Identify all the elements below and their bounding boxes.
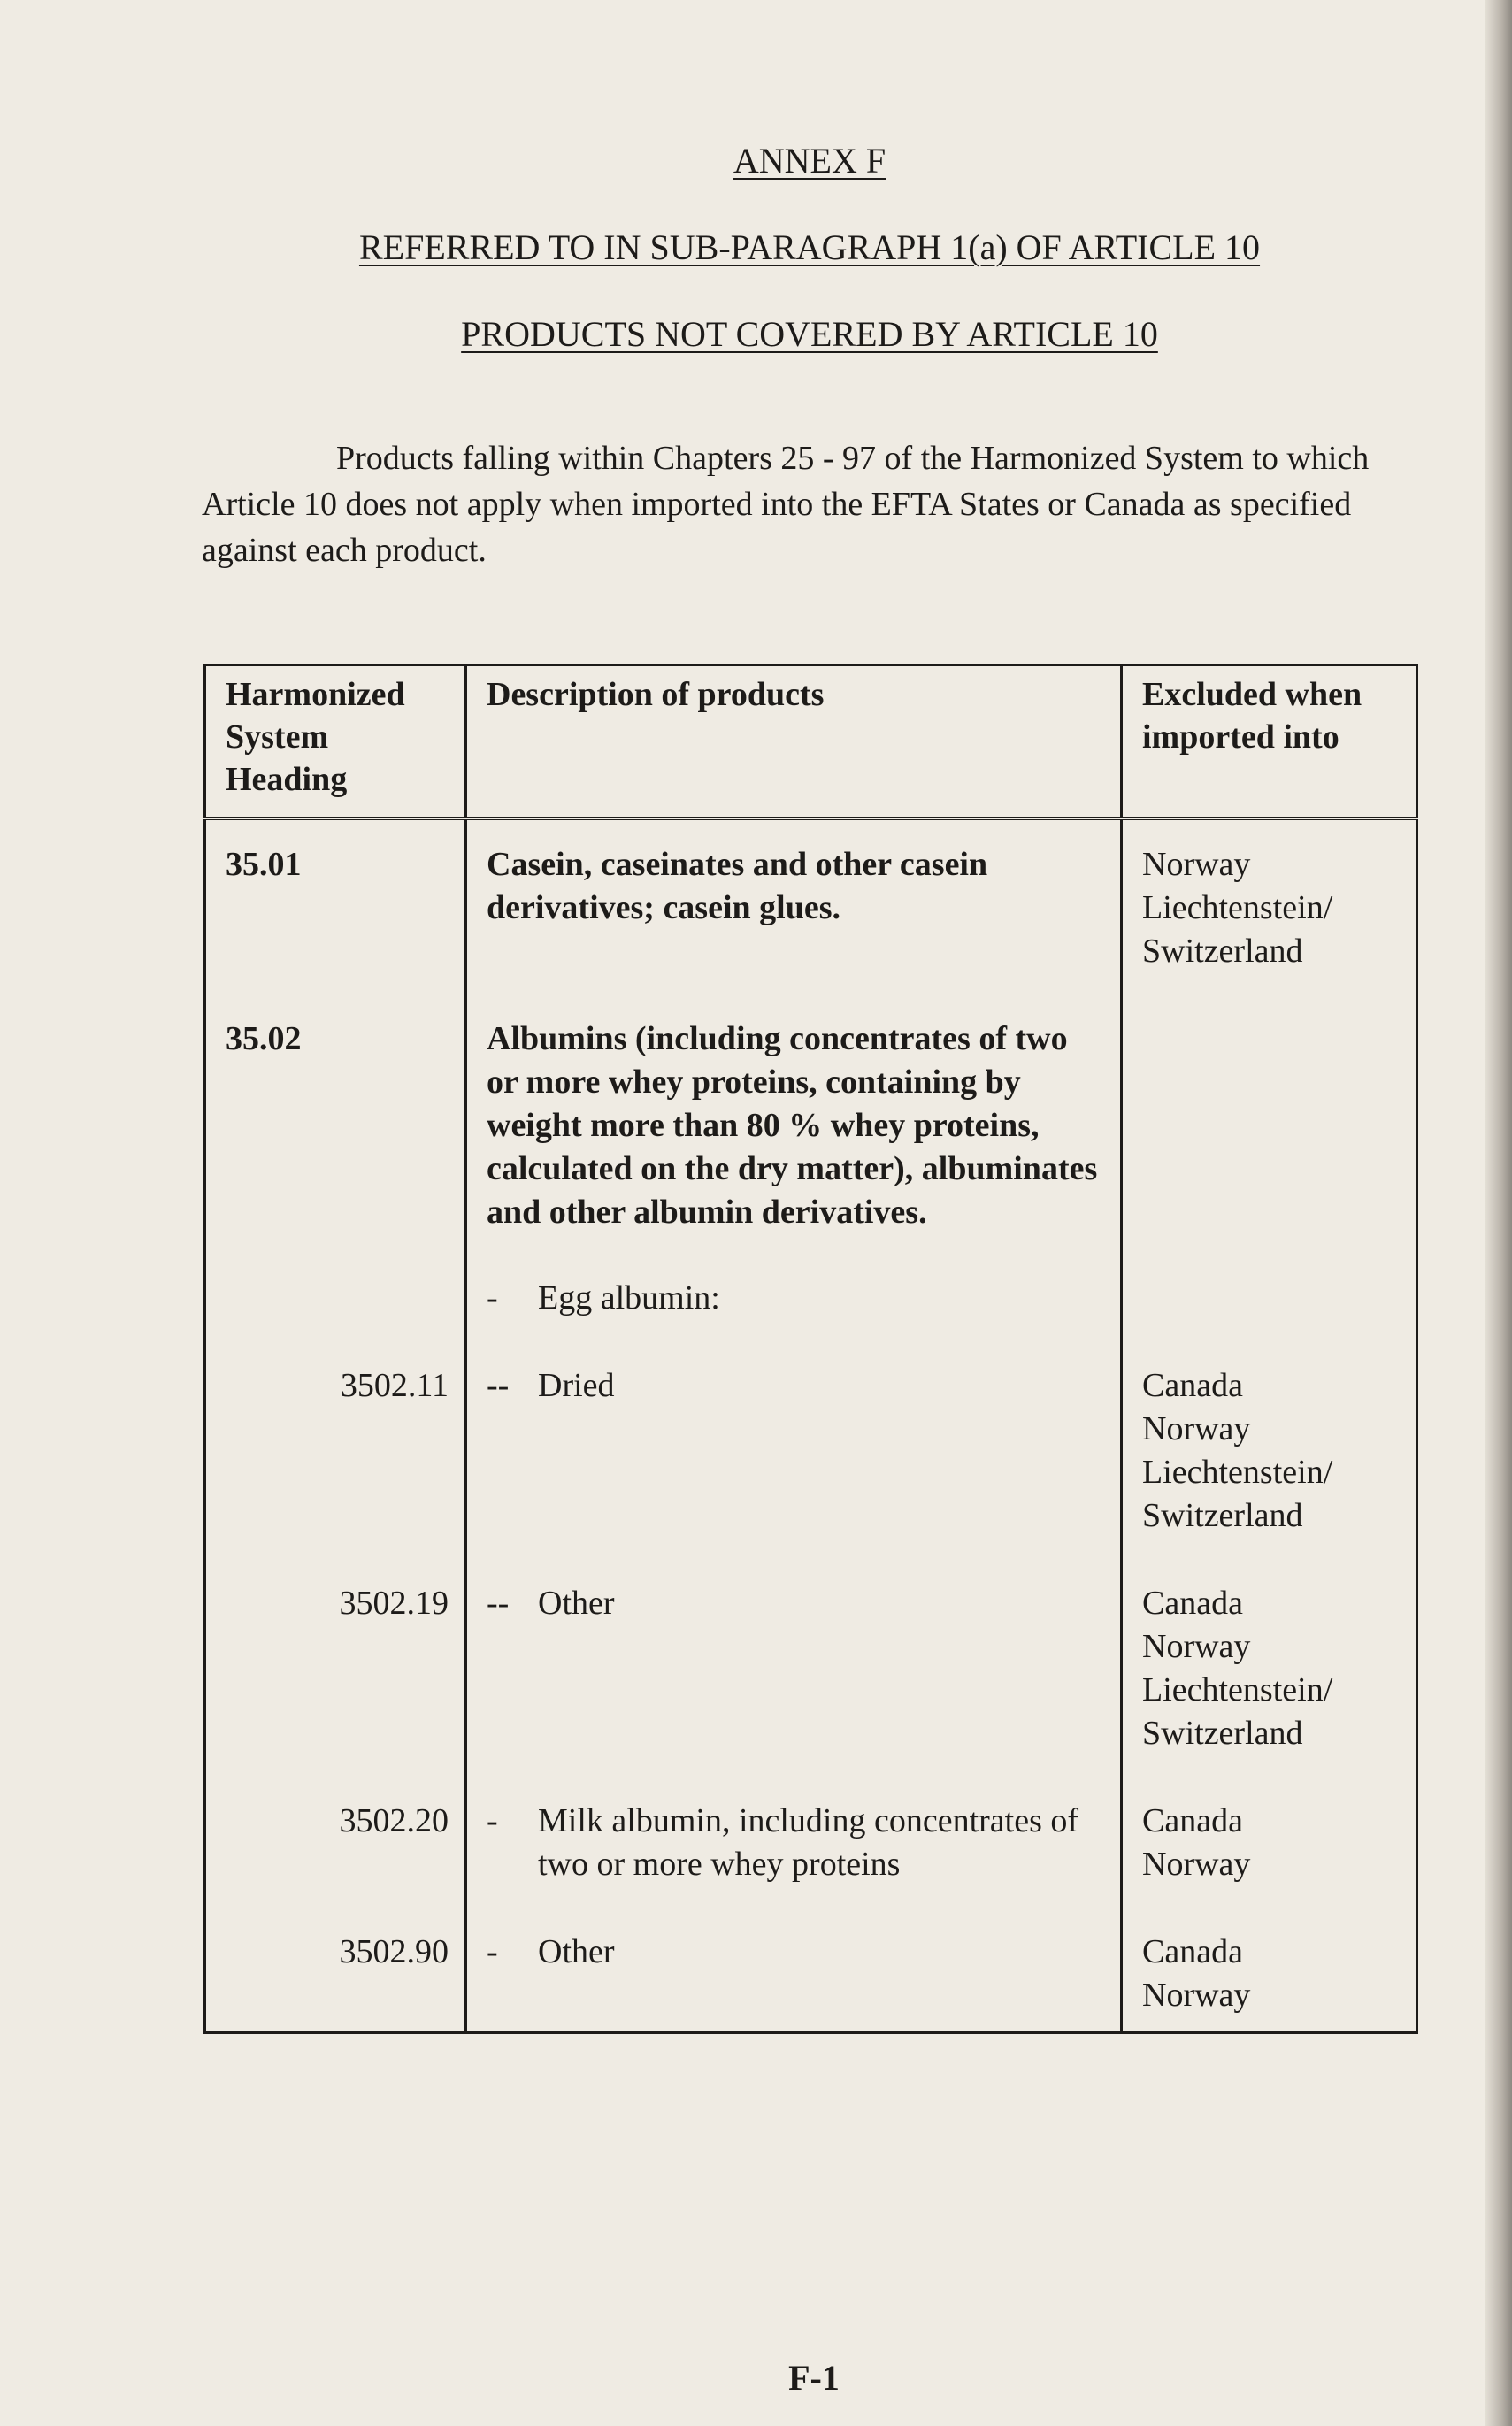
intro-paragraph [202,435,1405,573]
row-code: 3502.20 [205,1755,466,1886]
excluded-country: Norway [1142,1846,1251,1883]
excluded-country: Canada [1142,1933,1243,1970]
row-description-text: Milk albumin, including concentrates of two or more whey proteins [538,1802,1079,1883]
row-code: 35.01 [205,818,466,973]
row-description [466,1234,1122,1320]
row-description-text: Other [538,1585,615,1622]
row-dash: -- [487,1367,510,1404]
row-excluded [1122,1234,1417,1320]
row-excluded [1122,1538,1417,1755]
row-code: 3502.90 [205,1886,466,2033]
table-row [205,973,1417,1234]
annex-heading: PRODUCTS NOT COVERED BY ARTICLE 10 [461,314,1158,354]
row-excluded [1122,1886,1417,2033]
excluded-country: Norway [1142,846,1251,883]
table-row [205,1886,1417,2033]
excluded-country: Norway [1142,1410,1251,1447]
page-number: F-1 [788,2358,840,2398]
intro-text: Products falling within Chapters 25 - 97 of the Harmonized System to which Article 10 does not apply when imported into the EFTA States or Canada as specified against each product. [202,440,1370,569]
products-table [203,664,1418,2034]
row-excluded [1122,818,1417,973]
row-description-text: Dried [538,1367,615,1404]
row-code: 3502.19 [205,1538,466,1755]
excluded-country: Liechtenstein/ [1142,1671,1333,1708]
row-description-text: Egg albumin: [538,1279,720,1317]
row-code: 35.02 [205,973,466,1234]
row-description [466,1886,1122,2033]
row-description: Albumins (including concentrates of two or more whey proteins, containing by weight more than 80 % whey proteins, calculated on the dry matter), albuminates and other albumin derivatives. [466,973,1122,1234]
excluded-country: Liechtenstein/ [1142,1454,1333,1491]
row-description [466,1320,1122,1538]
header-description: Description of products [466,665,1122,819]
row-dash: -- [487,1585,510,1622]
header-hs-heading: Harmonized System Heading [205,665,466,819]
table-header-row [205,665,1417,819]
row-excluded [1122,1320,1417,1538]
excluded-country: Switzerland [1142,1715,1303,1752]
row-description: Casein, caseinates and other casein derivatives; casein glues. [466,818,1122,973]
excluded-country: Canada [1142,1367,1243,1404]
excluded-country: Norway [1142,1977,1251,2014]
page-edge [1485,0,1512,2426]
row-description-text: Other [538,1933,615,1970]
row-excluded [1122,1755,1417,1886]
row-code: 3502.11 [205,1320,466,1538]
excluded-country: Canada [1142,1802,1243,1839]
table-row [205,818,1417,973]
annex-subtitle: REFERRED TO IN SUB-PARAGRAPH 1(a) OF ARTICLE 10 [358,227,1261,267]
excluded-country: Liechtenstein/ [1142,889,1333,926]
row-dash: - [487,1279,498,1317]
table-row [205,1320,1417,1538]
excluded-country: Switzerland [1142,933,1303,970]
table-row [205,1538,1417,1755]
row-dash: - [487,1933,498,1970]
row-excluded [1122,973,1417,1234]
row-code [205,1234,466,1320]
excluded-country: Norway [1142,1628,1251,1665]
excluded-country: Switzerland [1142,1497,1303,1534]
annex-title: ANNEX F [733,141,886,180]
row-description [466,1538,1122,1755]
excluded-country: Canada [1142,1585,1243,1622]
table-row [205,1234,1417,1320]
row-description [466,1755,1122,1886]
row-dash: - [487,1802,498,1839]
header-excluded: Excluded when imported into [1122,665,1417,819]
table-row [205,1755,1417,1886]
